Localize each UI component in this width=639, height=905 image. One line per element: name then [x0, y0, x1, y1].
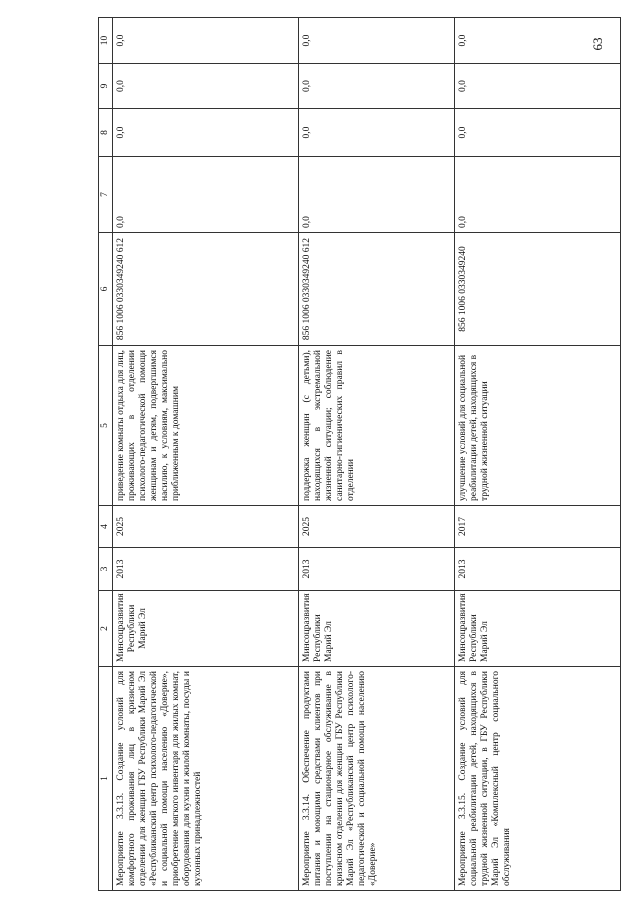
- value-cell: 0,0: [455, 109, 621, 157]
- result-cell: поддержка женщин (с детьми), находящихся в экстремальной жизненной ситуации; соблюдение санитарно-гигиенических правил в отделении: [299, 346, 455, 506]
- table-row: [455, 18, 621, 891]
- table-header-row: [99, 18, 113, 891]
- column-header: 5: [99, 346, 113, 506]
- measure-cell: Мероприятие 3.3.13. Создание условий для комфортного проживания лиц в кризисном отделении для женщин ГБУ Республики Марий Эл «Республиканский центр психолого-педагогической и социальной помощи населению «Доверие», приобретение мягкого инвентаря для жилых комнат, оборудования для кухни и жилой комнаты, посуды и кухонных принадлежностей: [113, 667, 299, 891]
- value-cell: 0,0: [455, 64, 621, 109]
- column-header: 8: [99, 109, 113, 157]
- value-cell: 0,0: [455, 157, 621, 233]
- table-row: [113, 18, 299, 891]
- budget-code-cell: 856 1006 0330349240 612: [299, 233, 455, 346]
- measure-cell: Мероприятие 3.3.15. Создание условий для социальной реабилитации детей, находящихся в трудной жизненной ситуации, в ГБУ Республики Марий Эл «Комплексный центр социального обслуживания: [455, 667, 621, 891]
- end-year-cell: 2025: [113, 506, 299, 548]
- column-header: 3: [99, 548, 113, 591]
- column-header: 7: [99, 157, 113, 233]
- budget-code-cell: 856 1006 0330349240 612: [113, 233, 299, 346]
- value-cell: 0,0: [299, 18, 455, 64]
- value-cell: 0,0: [113, 109, 299, 157]
- column-header: 2: [99, 591, 113, 667]
- value-cell: 0,0: [113, 64, 299, 109]
- value-cell: 0,0: [299, 157, 455, 233]
- executor-cell: Минсоцразвития Республики Марий Эл: [113, 591, 299, 667]
- budget-code-cell: 856 1006 0330349240: [455, 233, 621, 346]
- value-cell: 0,0: [113, 157, 299, 233]
- column-header: 9: [99, 64, 113, 109]
- column-header: 1: [99, 667, 113, 891]
- value-cell: 0,0: [299, 109, 455, 157]
- end-year-cell: 2025: [299, 506, 455, 548]
- start-year-cell: 2013: [455, 548, 621, 591]
- value-cell: 0,0: [113, 18, 299, 64]
- executor-cell: Минсоцразвития Республики Марий Эл: [455, 591, 621, 667]
- value-cell: 0,0: [455, 18, 621, 64]
- page-number: 63: [590, 37, 605, 51]
- end-year-cell: 2017: [455, 506, 621, 548]
- executor-cell: Минсоцразвития Республики Марий Эл: [299, 591, 455, 667]
- start-year-cell: 2013: [113, 548, 299, 591]
- result-cell: приведение комнаты отдыха для лиц, проживающих в отделении психолого-педагогической помощи женщинам и детям, подвергшимся насилию, к условиям, максимально приближенным к домашним: [113, 346, 299, 506]
- start-year-cell: 2013: [299, 548, 455, 591]
- rotated-table-wrapper: [98, 18, 623, 891]
- column-header: 4: [99, 506, 113, 548]
- table-row: [299, 18, 455, 891]
- value-cell: 0,0: [299, 64, 455, 109]
- measure-cell: Мероприятие 3.3.14. Обеспечение продуктами питания и моющими средствами клиентов при поступлении на стационарное обслуживание в кризисном отделении для женщин ГБУ Республики Марий Эл «Республиканский центр психолого-педагогической и социальной помощи населению «Доверие»: [299, 667, 455, 891]
- result-cell: улучшение условий для социальной реабилитации детей, находящихся в трудной жизненной ситуации: [455, 346, 621, 506]
- column-header: 10: [99, 18, 113, 64]
- measures-table: [98, 17, 621, 891]
- column-header: 6: [99, 233, 113, 346]
